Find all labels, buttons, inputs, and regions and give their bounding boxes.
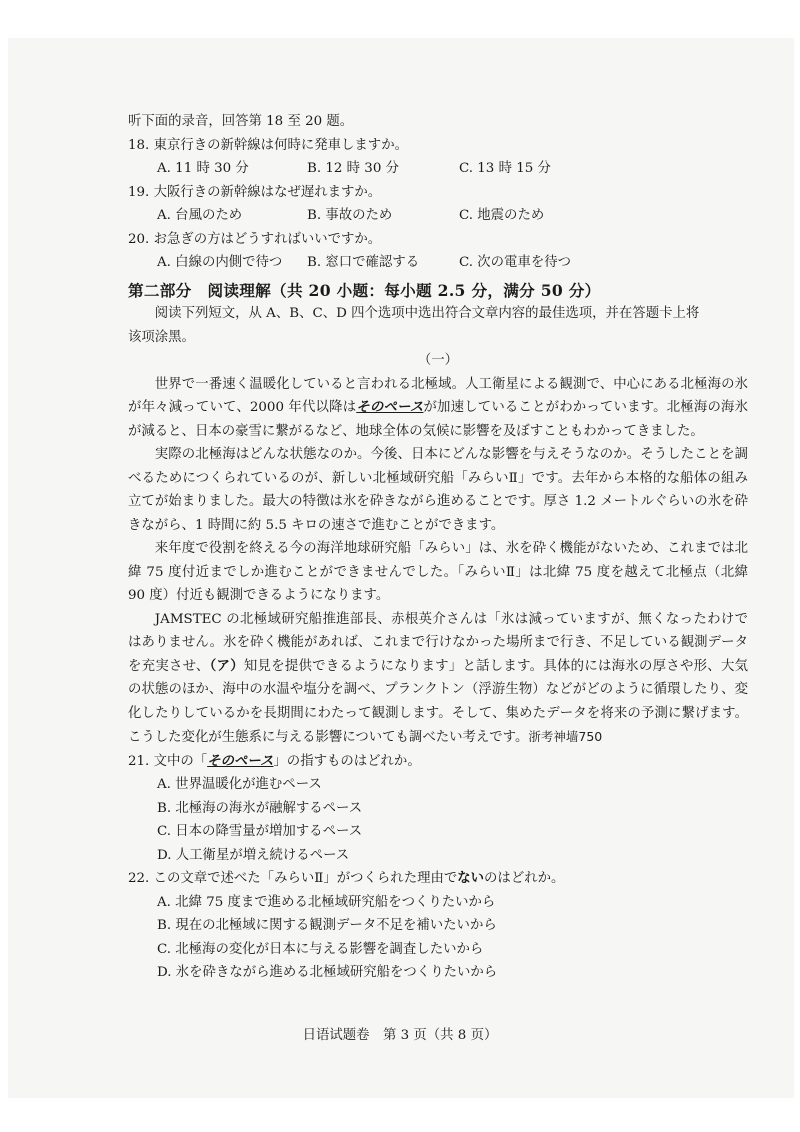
emphasized-phrase: そのペース [356, 399, 424, 415]
paragraph-text: が加速していることがわかっています。北極海の海氷が減ると、日本の豪雪に繋がるなど、地球全体の気候に影響を及ぼすこともわかってきました。 [128, 400, 748, 439]
question-text [154, 754, 421, 769]
paragraph-text: 世界で一番速く温暖化していると言われる北極域。人工衛星による観測で、中心にある北極海の氷が年々減っていて、2000 年代以降は [128, 376, 748, 415]
option-c: C. 日本の降雪量が増加するペース [157, 824, 363, 839]
option-a: A. 北緯 75 度まで進める北極域研究船をつくりたいから [157, 894, 496, 910]
question-text [154, 871, 565, 886]
question-text: お急ぎの方はどうすればいいですか。 [153, 231, 382, 247]
option-b: B. 事故のため [307, 208, 393, 223]
option-b: B. 窓口で確認する [307, 255, 420, 270]
question-20 [128, 228, 748, 252]
option-c: C. 13 時 15 分 [459, 161, 551, 176]
option-c: C. 地震のため [459, 208, 545, 223]
question-number: 19. [128, 184, 150, 200]
question-18 [128, 134, 748, 158]
passage-paragraph-1 [128, 373, 748, 444]
passage-paragraph-4 [128, 608, 748, 750]
section-title: 第二部分 阅读理解（共 20 小题：每小题 2.5 分，满分 50 分） [128, 280, 601, 300]
listening-intro: 听下面的录音，回答第 18 至 20 题。 [128, 114, 354, 129]
question-19 [128, 181, 748, 205]
emphasized-word: ない [457, 870, 485, 886]
paragraph-text: 知見を提供できるようになります」と話します。具体的には海氷の厚さや形、大気の状態のほか、海中の水温や塩分を調べ、プランクトン（浮游生物）などがどのように循環したり、変化したりしているかを長期間にわたって観測します。そして、集めたデータを将来の予測に繋げます。こうした変化が生態系に与える影響についても調べたい考えです。 [128, 658, 748, 745]
watermark-text: 浙考神墙750 [528, 729, 603, 744]
question-text: 東京行きの新幹線は何時に発車しますか。 [153, 137, 408, 153]
option-a: A. 白線の内側で待つ [157, 255, 283, 270]
question-text-part: この文章で述べた「みらいⅡ」がつくられた理由で [153, 871, 458, 886]
question-22 [128, 867, 748, 891]
exam-content [128, 110, 748, 985]
option-b: B. 現在の北極域に関する観測データ不足を補いたいから [157, 918, 497, 933]
option-c: C. 北極海の変化が日本に与える影響を調査したいから [157, 941, 484, 957]
question-number: 22. [128, 871, 150, 886]
option-a: A. 台風のため [157, 208, 243, 223]
question-text-part: 」の指すものはどれか。 [273, 753, 421, 769]
option-a: A. 世界温暖化が進むペース [157, 777, 322, 792]
section-instruction-2: 该项涂黑。 [128, 329, 195, 345]
question-text-part: のはどれか。 [484, 871, 565, 886]
emphasized-phrase: そのペース [207, 752, 274, 769]
question-text-part: 文中の「 [153, 753, 208, 769]
options-20 [128, 251, 748, 275]
option-c: C. 次の電車を待つ [459, 255, 572, 270]
question-text: 大阪行きの新幹線はなぜ遅れますか。 [153, 184, 382, 200]
options-18 [128, 157, 748, 181]
option-d: D. 氷を砕きながら進める北極域研究船をつくりたいから [157, 965, 498, 980]
question-21 [128, 750, 748, 774]
option-a: A. 11 時 30 分 [157, 161, 249, 176]
question-number: 18. [128, 137, 150, 153]
paragraph-text: JAMSTEC の北極域研究船推進部長、赤根英介さんは「氷は減っていますが、無くなったわけではありません。氷を砕く機能があれば、これまで行けなかった場所まで行き、不足している観測データを充実させ、 [128, 611, 748, 674]
option-b: B. 12 時 30 分 [307, 161, 399, 176]
passage-paragraph-3: 来年度で役割を終える今の海洋地球研究船「みらい」は、氷を砕く機能がないため、これまでは北緯 75 度付近までしか進むことができませんでした。「みらいⅡ」は北緯 75 度を越えて北極点（北緯 90 度）付近も観測できるようになります。 [128, 541, 748, 603]
passage-number: （一） [417, 353, 459, 368]
question-number: 21. [128, 753, 150, 769]
option-d: D. 人工衛星が増え続けるペース [157, 847, 350, 863]
section-instruction-1: 阅读下列短文，从 A、B、C、D 四个选项中选出符合文章内容的最佳选项，并在答题卡上将 [154, 306, 700, 321]
question-number: 20. [128, 231, 150, 247]
blank-marker: （ア） [209, 657, 244, 674]
option-b: B. 北極海の海氷が融解するペース [157, 800, 363, 816]
page-footer: 日语试题卷 第 3 页（共 8 页） [302, 1028, 498, 1043]
options-19 [128, 204, 748, 228]
passage-paragraph-2: 実際の北極海はどんな状態なのか。今後、日本にどんな影響を与えそうなのか。そうしたことを調べるためにつくられているのが、新しい北極域研究船「みらいⅡ」です。去年から本格的な船体の組み立てが始まりました。最大の特徴は氷を砕きながら進めることです。厚さ 1.2 メートルぐらいの氷を砕きながら、1 時間に約 5.5 キロの速さで進むことができます。 [128, 447, 748, 533]
